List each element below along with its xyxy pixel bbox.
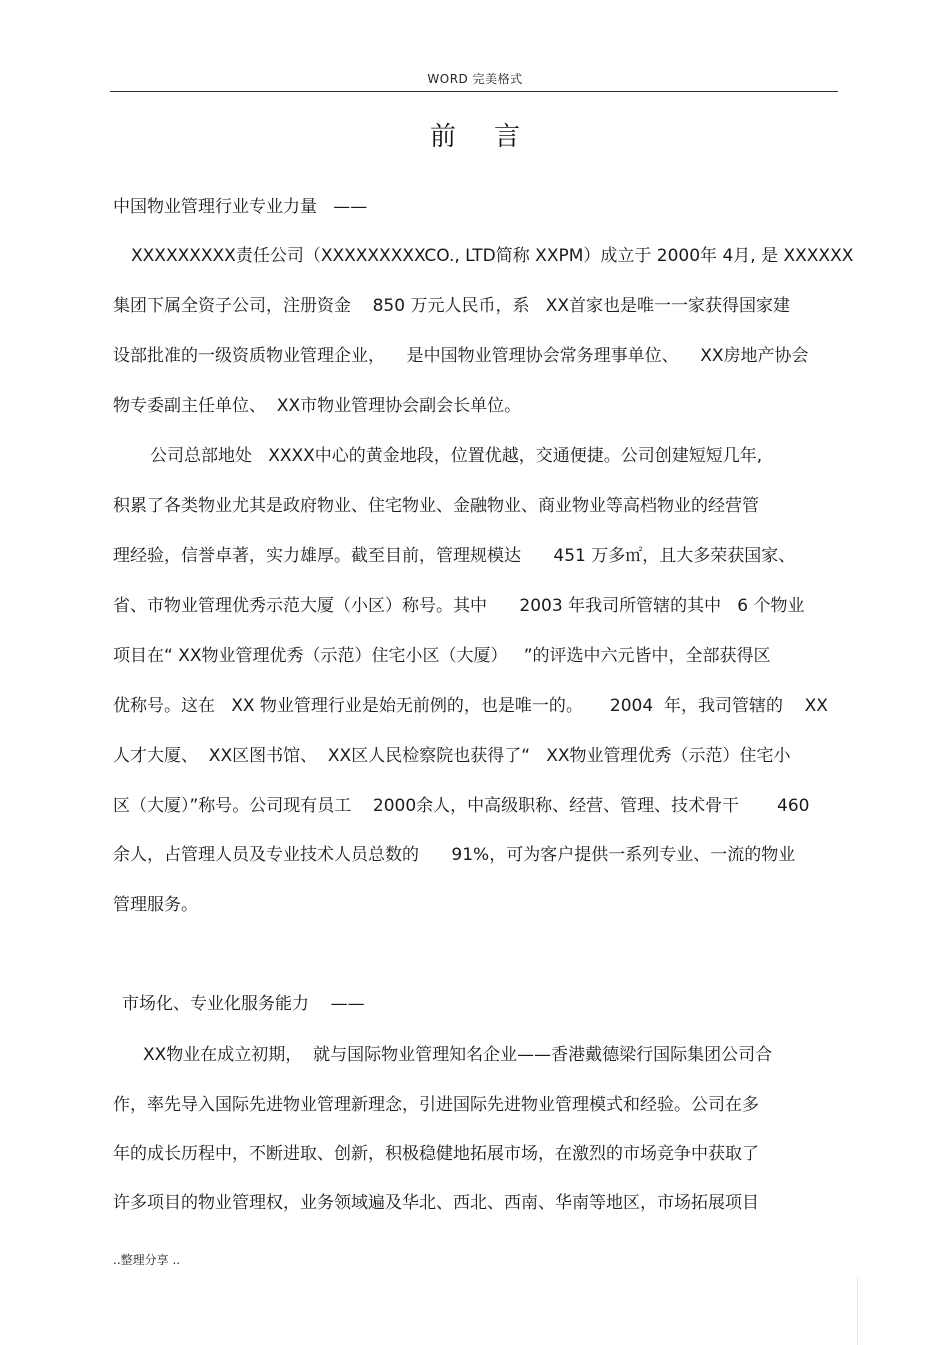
paragraph-line: 项目在“ XX物业管理优秀（示范）住宅小区（大厦） ”的评选中六元皆中，全部获得区 — [113, 646, 771, 666]
page-title: 前言 — [429, 122, 558, 152]
paragraph-line: 余人，占管理人员及专业技术人员总数的 91%，可为客户提供一系列专业、一流的物业 — [113, 845, 796, 865]
paragraph-line: 设部批准的一级资质物业管理企业， 是中国物业管理协会常务理事单位、 XX房地产协会 — [113, 346, 809, 366]
paragraph-line: XXXXXXXXX责任公司（XXXXXXXXXCO., LTD简称 XXPM）成立于 2000年 4月, 是 XXXXXX — [131, 246, 854, 266]
page-header: WORD 完美格式 — [427, 72, 523, 86]
paragraph-line: 优称号。这在 XX 物业管理行业是始无前例的，也是唯一的。 2004 年，我司管辖的 XX — [113, 696, 828, 716]
section-heading-market-service: 市场化、专业化服务能力 —— — [122, 994, 365, 1014]
paragraph-line: 许多项目的物业管理权，业务领域遍及华北、西北、西南、华南等地区，市场拓展项目 — [113, 1193, 759, 1213]
paragraph-line: 管理服务。 — [113, 895, 198, 915]
page-edge-mark — [857, 1278, 858, 1345]
paragraph-line: 公司总部地处 XXXX中心的黄金地段，位置优越，交通便捷。公司创建短短几年, — [150, 446, 763, 466]
paragraph-line: 年的成长历程中，不断进取、创新，积极稳健地拓展市场，在激烈的市场竞争中获取了 — [113, 1144, 759, 1164]
paragraph-line: 作，率先导入国际先进物业管理新理念，引进国际先进物业管理模式和经验。公司在多 — [113, 1095, 759, 1115]
page-footer: ..整理分享 .. — [113, 1253, 181, 1267]
paragraph-line: 省、市物业管理优秀示范大厦（小区）称号。其中 2003 年我司所管辖的其中 6 个物业 — [113, 596, 805, 616]
paragraph-line: 集团下属全资子公司，注册资金 850 万元人民币，系 XX首家也是唯一一家获得国家建 — [113, 296, 790, 316]
section-heading-industry-strength: 中国物业管理行业专业力量 —— — [113, 197, 368, 217]
paragraph-line: 理经验，信誉卓著，实力雄厚。截至目前，管理规模达 451 万多㎡，且大多荣获国家、 — [113, 546, 796, 566]
paragraph-line: 积累了各类物业尤其是政府物业、住宅物业、金融物业、商业物业等高档物业的经营管 — [113, 496, 759, 516]
header-rule — [110, 91, 838, 92]
paragraph-line: 人才大厦、 XX区图书馆、 XX区人民检察院也获得了“ XX物业管理优秀（示范）住宅小 — [113, 746, 791, 766]
paragraph-line: 物专委副主任单位、 XX市物业管理协会副会长单位。 — [113, 396, 522, 416]
paragraph-line: XX物业在成立初期， 就与国际物业管理知名企业——香港戴德梁行国际集团公司合 — [143, 1045, 773, 1065]
paragraph-line: 区（大厦）”称号。公司现有员工 2000余人，中高级职称、经营、管理、技术骨干 460 — [113, 796, 810, 816]
